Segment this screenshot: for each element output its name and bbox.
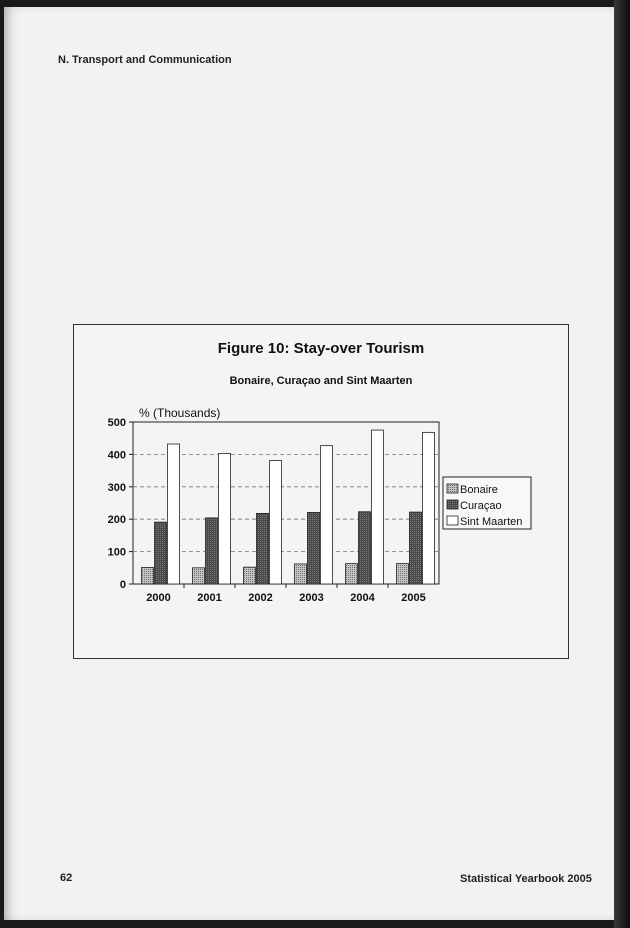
y-tick-label: 300 xyxy=(107,481,126,494)
bar-bonaire-2001 xyxy=(193,568,205,584)
y-tick-label: 200 xyxy=(107,514,126,527)
bar-sint-maarten-2000 xyxy=(168,444,180,584)
bar-sint-maarten-2003 xyxy=(321,446,333,584)
page-number: 62 xyxy=(60,872,73,884)
x-tick-label: 2001 xyxy=(197,592,222,604)
footer-title: Statistical Yearbook 2005 xyxy=(460,873,592,885)
legend-label-bonaire: Bonaire xyxy=(460,484,498,496)
legend-swatch-cura-ao xyxy=(447,500,458,509)
bar-cura-ao-2003 xyxy=(308,512,320,584)
running-head: N. Transport and Communication xyxy=(58,54,232,66)
chart-frame xyxy=(73,324,569,659)
y-axis-label: % (Thousands) xyxy=(139,406,221,420)
bar-bonaire-2004 xyxy=(346,564,358,584)
bar-bonaire-2005 xyxy=(397,564,409,584)
bar-bonaire-2002 xyxy=(244,567,256,584)
page-edge-shadow xyxy=(614,0,630,928)
bar-cura-ao-2002 xyxy=(257,513,269,584)
bar-cura-ao-2000 xyxy=(155,522,167,584)
legend xyxy=(443,477,531,529)
bar-bonaire-2003 xyxy=(295,564,307,584)
y-tick-label: 400 xyxy=(107,449,126,462)
bar-bonaire-2000 xyxy=(142,567,154,584)
chart-title: Figure 10: Stay-over Tourism xyxy=(217,340,425,357)
legend-swatch-sint-maarten xyxy=(447,516,458,525)
bar-sint-maarten-2002 xyxy=(270,461,282,584)
legend-label-cura-ao: Curaçao xyxy=(460,500,502,512)
bar-chart xyxy=(74,325,568,658)
chart-subtitle: Bonaire, Curaçao and Sint Maarten xyxy=(229,375,413,387)
y-tick-label: 0 xyxy=(119,579,126,591)
bar-sint-maarten-2005 xyxy=(423,432,435,584)
yearbook-page xyxy=(4,7,614,920)
x-tick-label: 2003 xyxy=(299,592,324,604)
y-tick-label: 500 xyxy=(107,417,126,429)
bar-cura-ao-2004 xyxy=(359,512,371,584)
bar-cura-ao-2005 xyxy=(410,512,422,584)
bar-cura-ao-2001 xyxy=(206,518,218,584)
x-tick-label: 2004 xyxy=(350,592,375,604)
legend-label-sint-maarten: Sint Maarten xyxy=(460,516,523,528)
bar-sint-maarten-2004 xyxy=(372,430,384,584)
y-tick-label: 100 xyxy=(107,546,126,559)
legend-swatch-bonaire xyxy=(447,484,458,493)
x-tick-label: 2000 xyxy=(146,592,171,604)
x-tick-label: 2005 xyxy=(401,592,426,604)
bar-sint-maarten-2001 xyxy=(219,453,231,584)
x-tick-label: 2002 xyxy=(248,592,273,604)
